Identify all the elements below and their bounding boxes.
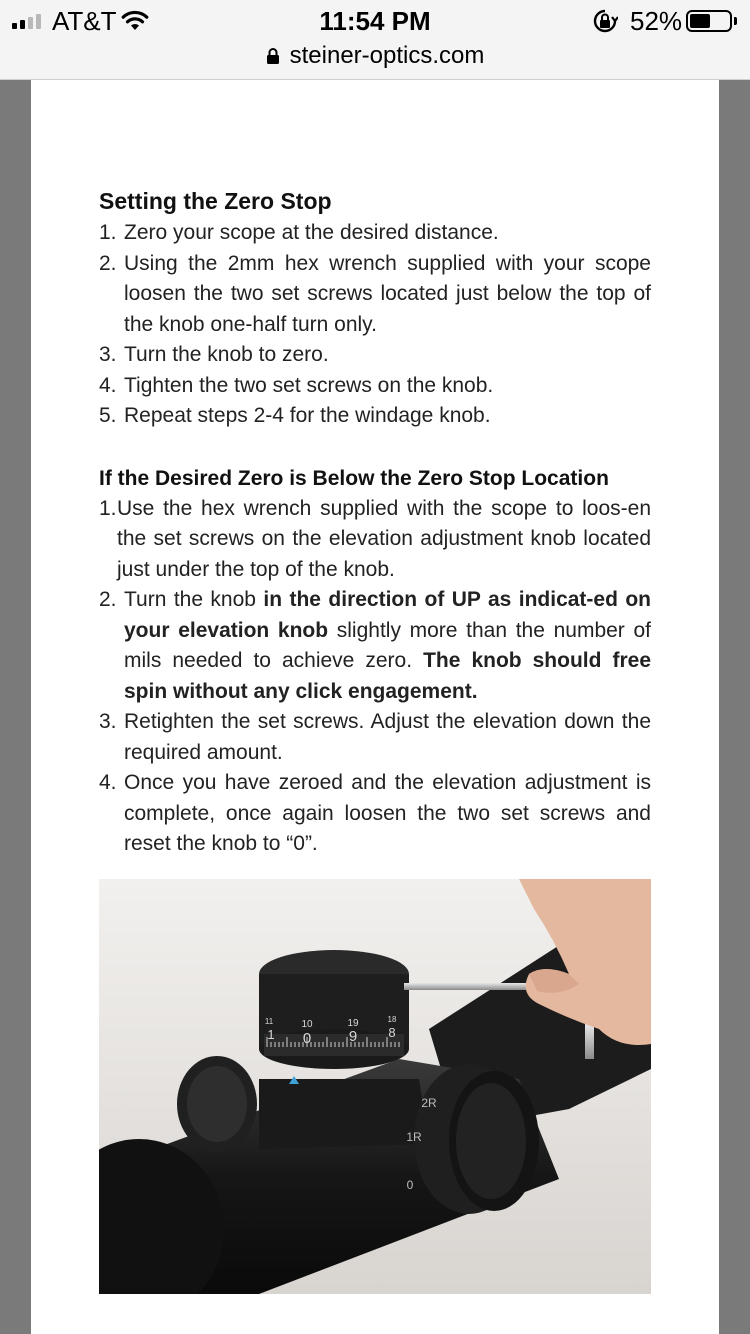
battery-icon (686, 10, 732, 32)
knob-number: 11 (264, 1017, 274, 1026)
knob-number: 8 (388, 1025, 396, 1040)
lock-icon (266, 47, 280, 65)
document-page (31, 80, 719, 1334)
windage-label: 0 (406, 1178, 414, 1192)
knob-number: 9 (348, 1028, 358, 1045)
url-text[interactable]: steiner-optics.com (289, 42, 485, 69)
knob-number: 18 (387, 1015, 397, 1024)
hex-wrench (404, 983, 534, 990)
list-item: 3. Retighten the set screws. Adjust the elevation down the required amount. (99, 710, 651, 764)
list-item: 4. Once you have zeroed and the elevation adjustment is complete, once again loosen the two set screws and reset the knob to “0”. (99, 771, 651, 855)
zero-stop-steps (99, 218, 651, 432)
battery-percent: 52% (630, 6, 683, 36)
knob-number: 1 (267, 1027, 275, 1042)
list-item: 2. Turn the knob in the direction of UP as indicat-ed on your elevation knob slightly more than the number of mils needed to achieve zero. The knob should free spin without any click engagement. (99, 588, 652, 703)
knob-number: 19 (347, 1018, 359, 1029)
address-bar[interactable] (0, 40, 750, 72)
hex-wrench-leg (585, 1024, 594, 1059)
list-item: 3. Turn the knob to zero. (99, 343, 329, 366)
windage-label: 2R (421, 1096, 437, 1110)
list-item: 4. Tighten the two set screws on the knob. (99, 373, 494, 397)
list-item: 1. Use the hex wrench supplied with the scope to loos-en the set screws on the elevation adjustment knob located just under the top of the knob. (99, 496, 651, 581)
knob-number: 10 (301, 1019, 313, 1030)
list-item: 5. Repeat steps 2-4 for the windage knob. (99, 404, 491, 427)
windage-cap (456, 1083, 526, 1199)
battery-tip (734, 17, 737, 25)
clock: 11:54 PM (319, 6, 431, 36)
section-heading-below-zero-stop: If the Desired Zero is Below the Zero Stop Location (99, 466, 609, 490)
below-zero-stop-steps (99, 494, 651, 860)
instructions (99, 184, 651, 860)
list-item: 2. Using the 2mm hex wrench supplied with your scope loosen the two set screws located just below the top of the knob one-half turn only. (99, 251, 651, 336)
knob-number: 0 (302, 1030, 312, 1047)
status-bar (0, 0, 750, 80)
carrier-name: AT&T (52, 6, 117, 36)
list-item: 1. Zero your scope at the desired distance. (99, 221, 499, 244)
turret-base (259, 1079, 429, 1149)
scope-turret-photo (99, 879, 651, 1294)
section-heading-zero-stop: Setting the Zero Stop (99, 188, 332, 214)
rotation-lock-icon (592, 9, 618, 33)
windage-label: 1R (406, 1130, 422, 1144)
